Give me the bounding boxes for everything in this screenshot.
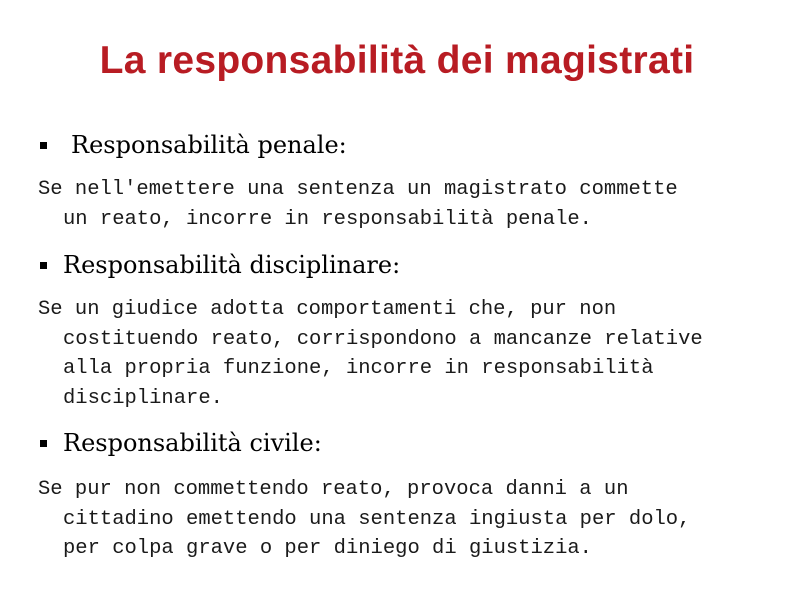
slide-title: La responsabilità dei magistrati: [99, 39, 695, 82]
square-bullet-icon: [40, 142, 47, 149]
paragraph-line: costituendo reato, corrispondono a mancanze relative: [63, 327, 703, 351]
square-bullet-icon: [40, 262, 47, 269]
paragraph-line: un reato, incorre in responsabilità penale.: [63, 207, 592, 231]
bullet-heading: Responsabilità civile:: [63, 429, 322, 457]
bullet-item-penale: [40, 131, 347, 159]
bullet-item-disciplinare: [40, 251, 400, 279]
paragraph-line: Se un giudice adotta comportamenti che, pur non: [38, 298, 617, 321]
bullet-heading: Responsabilità disciplinare:: [63, 251, 401, 279]
paragraph-line: per colpa grave o per diniego di giustizia.: [63, 537, 592, 560]
bullet-item-civile: [40, 429, 322, 457]
paragraph-line: Se pur non commettendo reato, provoca danni a un: [38, 478, 629, 501]
paragraph-line: Se nell'emettere una sentenza un magistrato commette: [38, 178, 678, 201]
paragraph-line: disciplinare.: [63, 386, 223, 410]
bullet-heading: Responsabilità penale:: [71, 131, 347, 159]
paragraph-civile: [38, 475, 758, 564]
paragraph-line: alla propria funzione, incorre in responsabilità: [63, 357, 654, 380]
square-bullet-icon: [40, 440, 47, 447]
paragraph-disciplinare: [38, 295, 758, 413]
paragraph-line: cittadino emettendo una sentenza ingiusta per dolo,: [63, 507, 691, 531]
paragraph-penale: [38, 175, 758, 234]
